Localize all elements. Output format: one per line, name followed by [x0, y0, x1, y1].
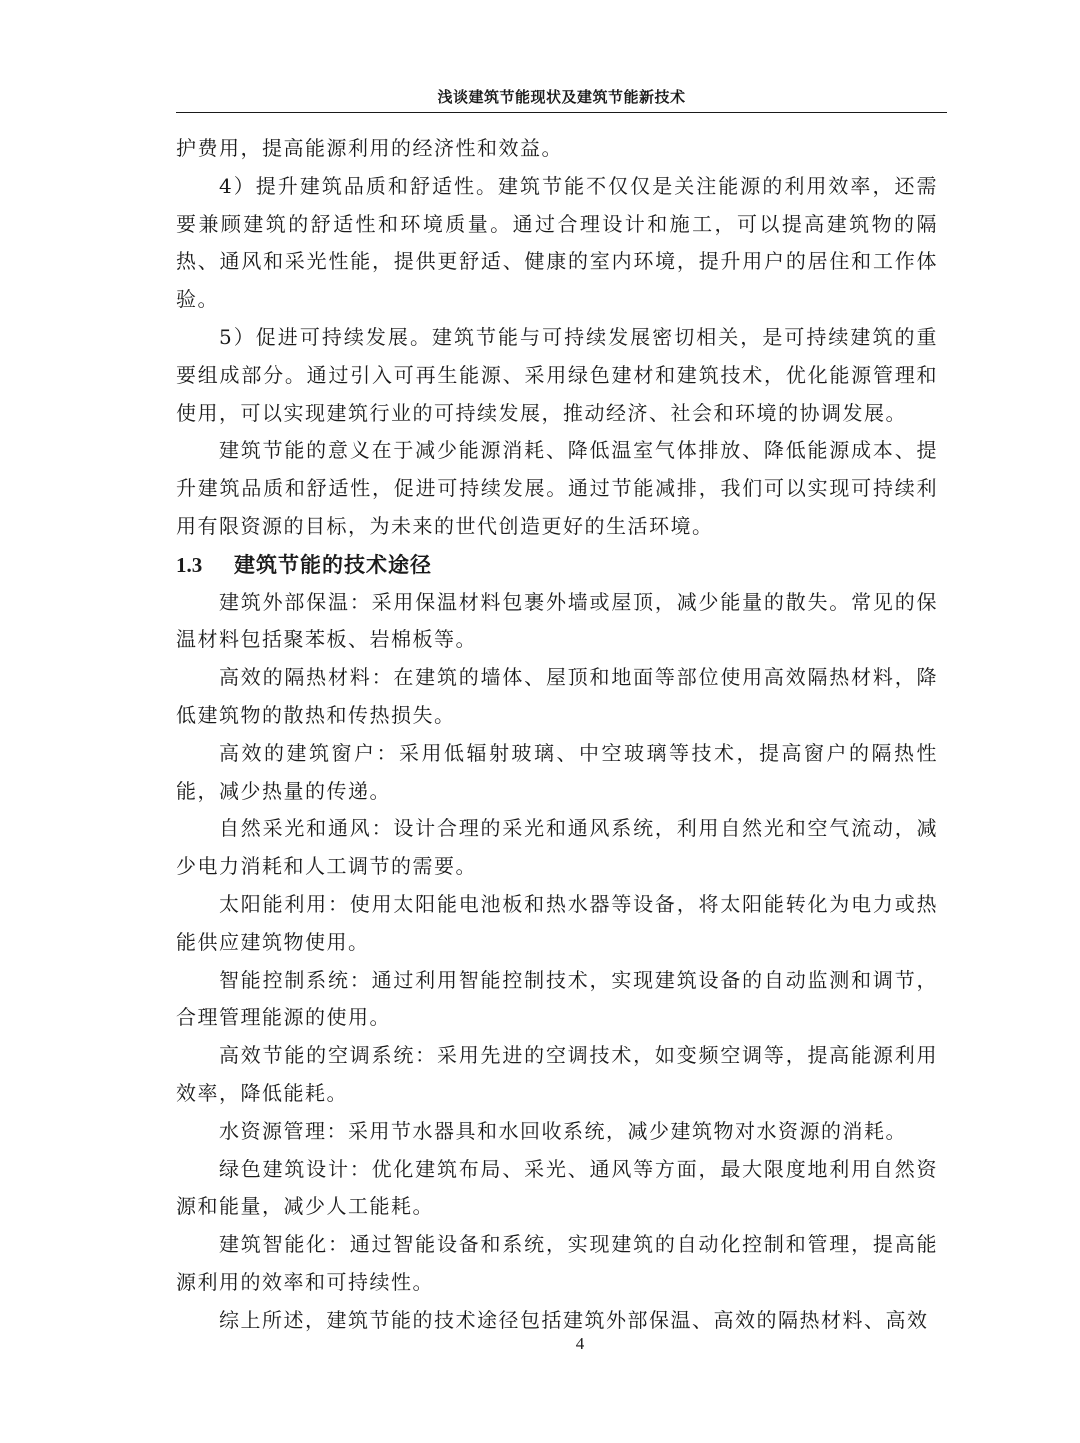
paragraph-8: 自然采光和通风：设计合理的采光和通风系统，利用自然光和空气流动，减少电力消耗和人工调节的需要。	[176, 816, 938, 879]
section-number: 1.3	[176, 552, 203, 577]
paragraph-10: 智能控制系统：通过利用智能控制技术，实现建筑设备的自动监测和调节，合理管理能源的使用。	[176, 967, 938, 1030]
paragraph-1: 护费用，提高能源利用的经济性和效益。	[176, 136, 563, 160]
paragraph-9: 太阳能利用：使用太阳能电池板和热水器等设备，将太阳能转化为电力或热能供应建筑物使用。	[176, 891, 938, 954]
paragraph-4: 建筑节能的意义在于减少能源消耗、降低温室气体排放、降低能源成本、提升建筑品质和舒适性，促进可持续发展。通过节能减排，我们可以实现可持续利用有限资源的目标，为未来的世代创造更好的生活环境。	[176, 438, 938, 538]
header-divider	[176, 112, 947, 113]
paragraph-7: 高效的建筑窗户：采用低辐射玻璃、中空玻璃等技术，提高窗户的隔热性能，减少热量的传递。	[176, 740, 938, 803]
paragraph-15: 综上所述，建筑节能的技术途径包括建筑外部保温、高效的隔热材料、高效	[219, 1307, 929, 1332]
paragraph-12: 水资源管理：采用节水器具和水回收系统，减少建筑物对水资源的消耗。	[219, 1118, 907, 1143]
paragraph-2: 4）提升建筑品质和舒适性。建筑节能不仅仅是关注能源的利用效率，还需要兼顾建筑的舒适性和环境质量。通过合理设计和施工，可以提高建筑物的隔热、通风和采光性能，提供更舒适、健康的室内环境，提升用户的居住和工作体验。	[176, 173, 938, 312]
section-title: 建筑节能的技术途径	[234, 552, 432, 577]
page-body	[176, 130, 938, 1340]
page-number: 4	[575, 1334, 585, 1353]
paragraph-5: 建筑外部保温：采用保温材料包裹外墙或屋顶，减少能量的散失。常见的保温材料包括聚苯板、岩棉板等。	[176, 589, 938, 652]
running-header: 浅谈建筑节能现状及建筑节能新技术	[437, 88, 686, 106]
section-heading	[176, 546, 938, 584]
paragraph-13: 绿色建筑设计：优化建筑布局、采光、通风等方面，最大限度地利用自然资源和能量，减少人工能耗。	[176, 1156, 938, 1219]
paragraph-11: 高效节能的空调系统：采用先进的空调技术，如变频空调等，提高能源利用效率，降低能耗。	[176, 1043, 938, 1105]
paragraph-3: 5）促进可持续发展。建筑节能与可持续发展密切相关，是可持续建筑的重要组成部分。通过引入可再生能源、采用绿色建材和建筑技术，优化能源管理和使用，可以实现建筑行业的可持续发展，推动经济、社会和环境的协调发展。	[176, 324, 938, 425]
paragraph-14: 建筑智能化：通过智能设备和系统，实现建筑的自动化控制和管理，提高能源利用的效率和可持续性。	[176, 1232, 938, 1294]
paragraph-6: 高效的隔热材料：在建筑的墙体、屋顶和地面等部位使用高效隔热材料，降低建筑物的散热和传热损失。	[176, 665, 938, 727]
